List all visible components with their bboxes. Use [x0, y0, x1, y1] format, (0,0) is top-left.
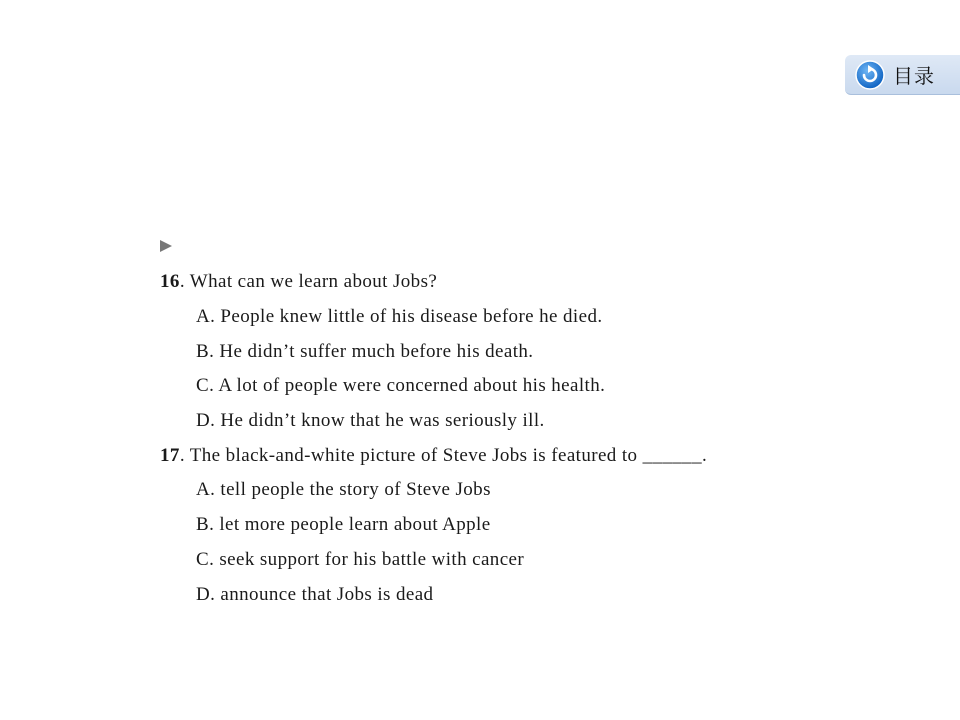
option-17-c: C. seek support for his battle with cancer: [196, 549, 525, 570]
question-17: [160, 444, 707, 468]
question-number: 17: [160, 445, 180, 466]
option-17-b: B. let more people learn about Apple: [196, 514, 491, 535]
question-number: 16: [160, 271, 180, 292]
option-17-d: D. announce that Jobs is dead: [196, 584, 434, 605]
option-16-b: B. He didn’t suffer much before his death.: [196, 341, 534, 362]
toc-button[interactable]: [845, 55, 960, 95]
toc-label: 目录: [893, 64, 935, 88]
play-triangle-icon: [160, 240, 172, 252]
option-16-c: C. A lot of people were concerned about his health.: [196, 375, 606, 396]
refresh-circle-icon: [855, 60, 885, 90]
question-text: . What can we learn about Jobs?: [179, 271, 438, 292]
question-16: [160, 270, 437, 294]
option-16-a: A. People knew little of his disease before he died.: [196, 306, 603, 327]
option-16-d: D. He didn’t know that he was seriously ill.: [196, 410, 545, 431]
option-17-a: A. tell people the story of Steve Jobs: [196, 479, 491, 500]
question-text: . The black-and-white picture of Steve Jobs is featured to ______.: [179, 445, 708, 466]
